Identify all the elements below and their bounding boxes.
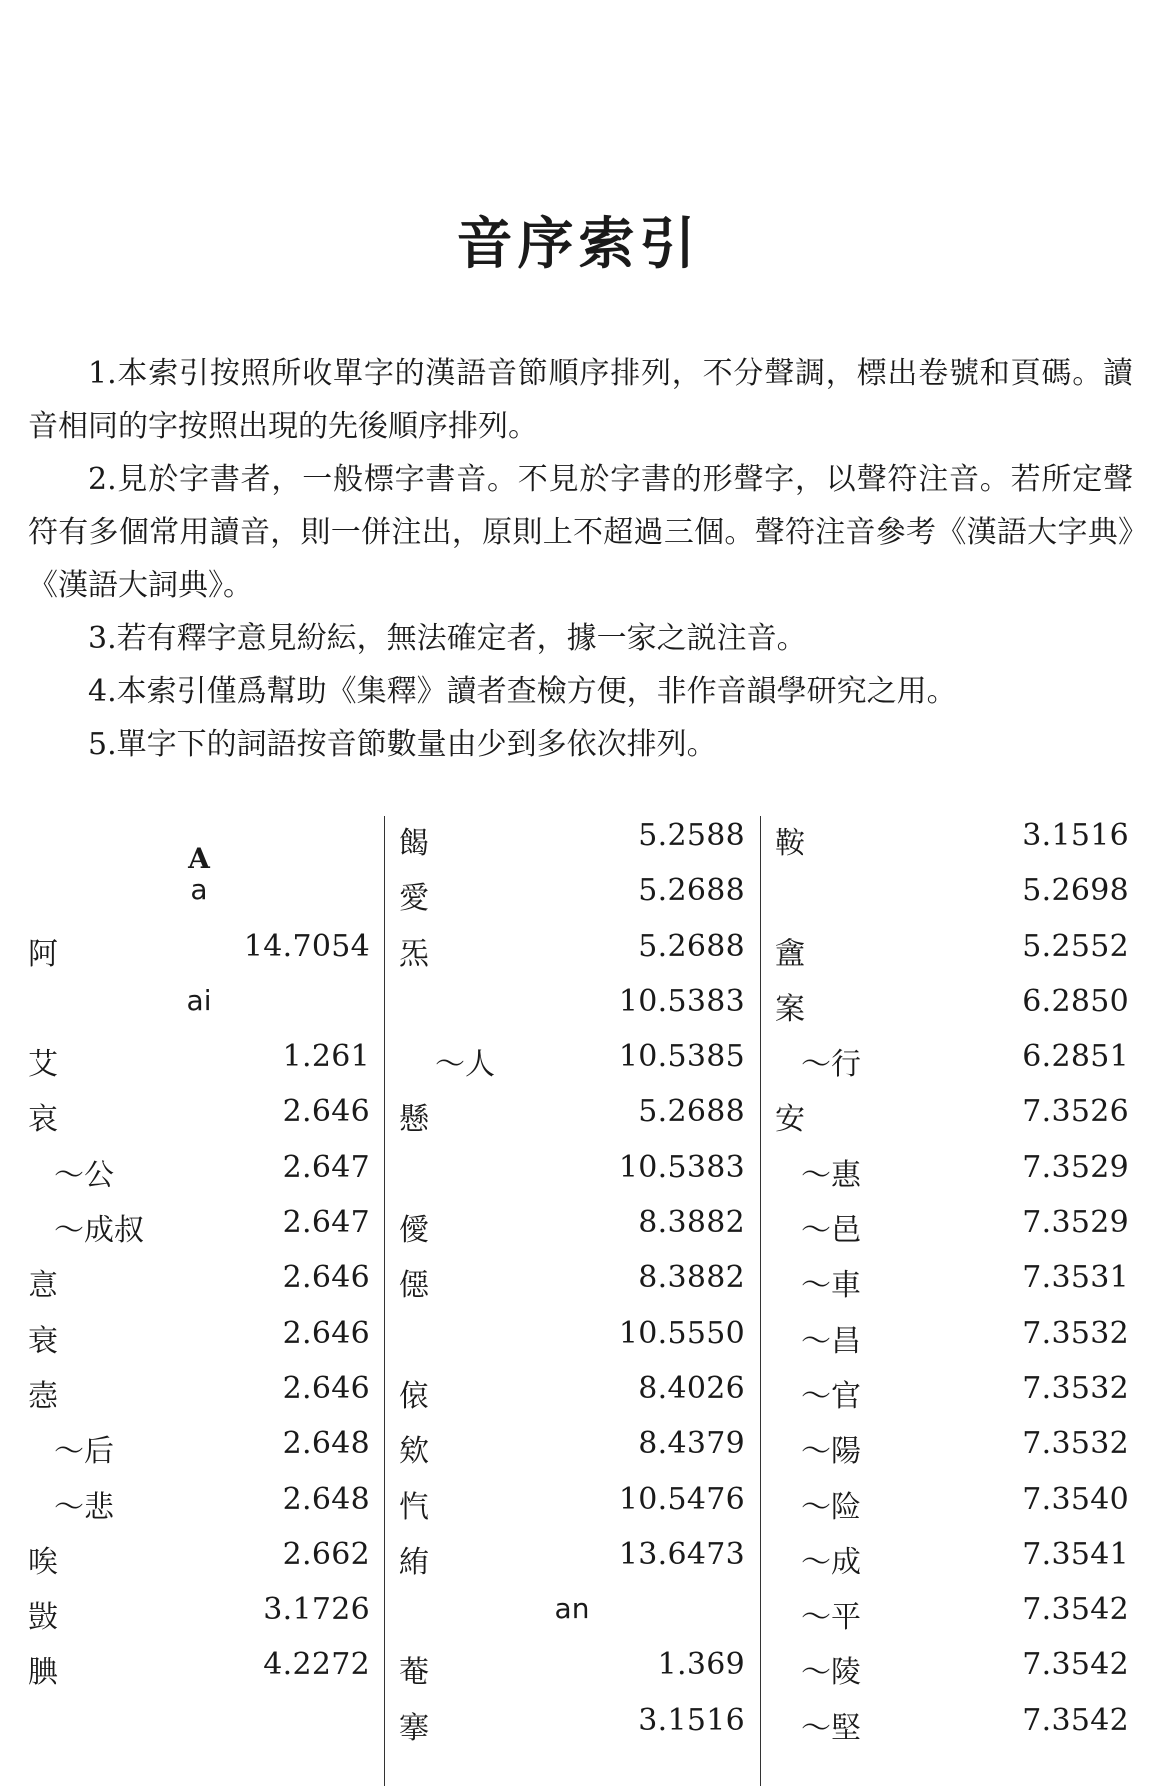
page-reference: 3.1516: [1022, 818, 1129, 853]
index-column-1: [28, 816, 370, 1786]
index-term: ～陽: [801, 1434, 861, 1470]
index-term: ～成: [801, 1544, 861, 1580]
page-reference: 7.3532: [1022, 1426, 1129, 1462]
index-entry: [775, 871, 1129, 926]
page-reference: 2.646: [282, 1260, 370, 1296]
page-reference: 8.4026: [638, 1370, 745, 1406]
index-entry: [399, 982, 745, 1037]
index-subentry: [399, 1037, 745, 1092]
index-term: 悥: [28, 1268, 58, 1304]
page-reference: 7.3531: [1022, 1260, 1129, 1296]
syllable-label: ai: [186, 983, 212, 1017]
page-reference: 7.3542: [1022, 1592, 1129, 1628]
index-syllable-heading: [399, 1590, 745, 1645]
index-letter-heading: [28, 816, 370, 875]
index-syllable-heading: [28, 982, 370, 1037]
page-reference: 3.1516: [638, 1702, 745, 1738]
index-entry: [28, 1645, 370, 1700]
index-term: 阿: [28, 936, 58, 972]
page-reference: 8.4379: [638, 1426, 745, 1462]
index-subentry: [775, 1480, 1129, 1535]
index-term: 案: [775, 991, 805, 1027]
page-reference: 5.2588: [638, 818, 745, 853]
note-2: 2.見於字書者，一般標字書音。不見於字書的形聲字，以聲符注音。若所定聲符有多個常用讀音，則一併注出，原則上不超過三個。聲符注音參考《漢語大字典》《漢語大詞典》。: [28, 462, 1133, 603]
index-term: ～官: [801, 1378, 861, 1414]
index-term: ～成叔: [54, 1213, 144, 1249]
index-term: 絠: [399, 1544, 429, 1580]
page-reference: 7.3529: [1022, 1205, 1129, 1241]
column-divider: [384, 816, 385, 1786]
column-divider: [760, 816, 761, 1786]
syllable-label: an: [554, 1592, 590, 1626]
page-reference: 2.647: [282, 1149, 370, 1185]
page-reference: 10.5476: [618, 1481, 745, 1517]
index-entry: [28, 1092, 370, 1147]
index-entry: [775, 1092, 1129, 1147]
index-term: 唉: [28, 1544, 58, 1580]
index-subentry: [28, 1203, 370, 1258]
index-entry: [28, 1037, 370, 1092]
index-entry: [28, 1535, 370, 1590]
index-term: 懸: [399, 1102, 429, 1138]
index-term: 愛: [399, 881, 429, 917]
page-title: 音序索引: [456, 210, 701, 277]
index-entry: [399, 1092, 745, 1147]
index-term: 悫: [28, 1378, 58, 1414]
note-4: 4.本索引僅爲幫助《集釋》讀者查檢方便，非作音韻學研究之用。: [88, 674, 957, 709]
index-term: 盦: [775, 936, 805, 972]
index-subentry: [775, 1314, 1129, 1369]
index-term: ～平: [801, 1600, 861, 1636]
index-entry: [775, 816, 1129, 871]
index-subentry: [28, 1424, 370, 1479]
page-reference: 14.7054: [243, 928, 370, 964]
index-subentry: [775, 1424, 1129, 1479]
page-reference: 2.648: [282, 1481, 370, 1517]
page-reference: 2.646: [282, 1094, 370, 1130]
index-entry: [399, 1701, 745, 1756]
index-term: 菴: [399, 1655, 429, 1691]
index-term: 偯: [399, 1378, 429, 1414]
page-reference: 2.646: [282, 1315, 370, 1351]
index-term: ～行: [801, 1047, 861, 1083]
page-reference: 8.3882: [638, 1205, 745, 1241]
index-entry: [399, 871, 745, 926]
index-entry: [28, 927, 370, 982]
page-reference: 5.2688: [638, 1094, 745, 1130]
page-reference: 5.2688: [638, 873, 745, 909]
index-subentry: [775, 1258, 1129, 1313]
index-term: 忾: [399, 1489, 429, 1525]
index-term: 腆: [28, 1655, 58, 1691]
page-reference: 6.2851: [1022, 1039, 1129, 1075]
page-reference: 7.3529: [1022, 1149, 1129, 1185]
page-reference: 7.3532: [1022, 1315, 1129, 1351]
page-reference: 7.3542: [1022, 1702, 1129, 1738]
page-reference: 5.2552: [1022, 928, 1129, 964]
index-term: ～险: [801, 1489, 861, 1525]
index-term: ～昌: [801, 1323, 861, 1359]
page-reference: 7.3542: [1022, 1647, 1129, 1683]
page-reference: 2.662: [282, 1536, 370, 1572]
page-reference: 3.1726: [263, 1592, 370, 1628]
index-subentry: [775, 1535, 1129, 1590]
index-term: 鞍: [775, 826, 805, 861]
index-subentry: [28, 1148, 370, 1203]
index-entry: [399, 1148, 745, 1203]
index-entry: [399, 1480, 745, 1535]
page-reference: 2.647: [282, 1205, 370, 1241]
note-1: 1.本索引按照所收單字的漢語音節順序排列，不分聲調，標出卷號和頁碼。讀音相同的字按照出現的先後順序排列。: [28, 356, 1133, 444]
index-term: ～悲: [54, 1489, 114, 1525]
note-3: 3.若有釋字意見紛紜，無法確定者，據一家之説注音。: [88, 621, 807, 656]
page-reference: 10.5383: [618, 983, 745, 1019]
page-reference: 6.2850: [1022, 983, 1129, 1019]
index-entry: [775, 982, 1129, 1037]
page-reference: 8.3882: [638, 1260, 745, 1296]
index-term: ～公: [54, 1157, 114, 1193]
index-column-2: [399, 816, 745, 1786]
page-reference: 2.646: [282, 1370, 370, 1406]
page-reference: 10.5385: [618, 1039, 745, 1075]
index-term: 艾: [28, 1047, 58, 1083]
index-term: 欸: [399, 1434, 429, 1470]
index-term: ～人: [435, 1047, 495, 1083]
letter-label: A: [188, 842, 210, 875]
index-subentry: [775, 1369, 1129, 1424]
index-term: 餲: [399, 826, 429, 861]
index-entry: [399, 1535, 745, 1590]
index-subentry: [775, 1590, 1129, 1645]
syllable-label: a: [190, 873, 208, 907]
index-term: ～后: [54, 1434, 114, 1470]
index-term: 安: [775, 1102, 805, 1138]
index-entry: [28, 1369, 370, 1424]
index-entry: [399, 1203, 745, 1258]
index-entry: [28, 1258, 370, 1313]
page-reference: 4.2272: [263, 1647, 370, 1683]
page-reference: 10.5550: [618, 1315, 745, 1351]
index-term: 炁: [399, 936, 429, 972]
page-reference: 7.3526: [1022, 1094, 1129, 1130]
index-term: ～惠: [801, 1157, 861, 1193]
page-reference: 13.6473: [618, 1536, 745, 1572]
index-entry: [775, 927, 1129, 982]
index-entry: [399, 1424, 745, 1479]
page-reference: 5.2698: [1022, 873, 1129, 909]
index-syllable-heading: [28, 871, 370, 926]
index-subentry: [775, 1037, 1129, 1092]
index-subentry: [775, 1203, 1129, 1258]
index-entry: [399, 1258, 745, 1313]
index-term: 搴: [399, 1710, 429, 1746]
index-term: 僫: [399, 1268, 429, 1304]
index-column-3: [775, 816, 1129, 1786]
index-subentry: [775, 1148, 1129, 1203]
page-reference: 7.3540: [1022, 1481, 1129, 1517]
index-entry: [399, 1369, 745, 1424]
index-subentry: [28, 1480, 370, 1535]
index-entry: [399, 927, 745, 982]
index-term: ～邑: [801, 1213, 861, 1249]
notes: [28, 347, 1133, 771]
page-reference: 7.3532: [1022, 1370, 1129, 1406]
page-reference: 10.5383: [618, 1149, 745, 1185]
index-subentry: [775, 1645, 1129, 1700]
index-entry: [399, 816, 745, 871]
index-term: ～車: [801, 1268, 861, 1304]
index-term: 哀: [28, 1102, 58, 1138]
index-entry: [28, 1314, 370, 1369]
index-entry: [399, 1645, 745, 1700]
page-reference: 1.261: [282, 1039, 370, 1075]
index-term: 敱: [28, 1600, 58, 1636]
page-reference: 1.369: [657, 1647, 745, 1683]
index-term: 僾: [399, 1213, 429, 1249]
index-term: ～陵: [801, 1655, 861, 1691]
note-5: 5.單字下的詞語按音節數量由少到多依次排列。: [88, 727, 717, 762]
index-entry: [399, 1314, 745, 1369]
index-term: 衰: [28, 1323, 58, 1359]
page-reference: 5.2688: [638, 928, 745, 964]
page-reference: 7.3541: [1022, 1536, 1129, 1572]
index-entry: [28, 1590, 370, 1645]
index-term: ～堅: [801, 1710, 861, 1746]
page-reference: 2.648: [282, 1426, 370, 1462]
index-subentry: [775, 1701, 1129, 1756]
